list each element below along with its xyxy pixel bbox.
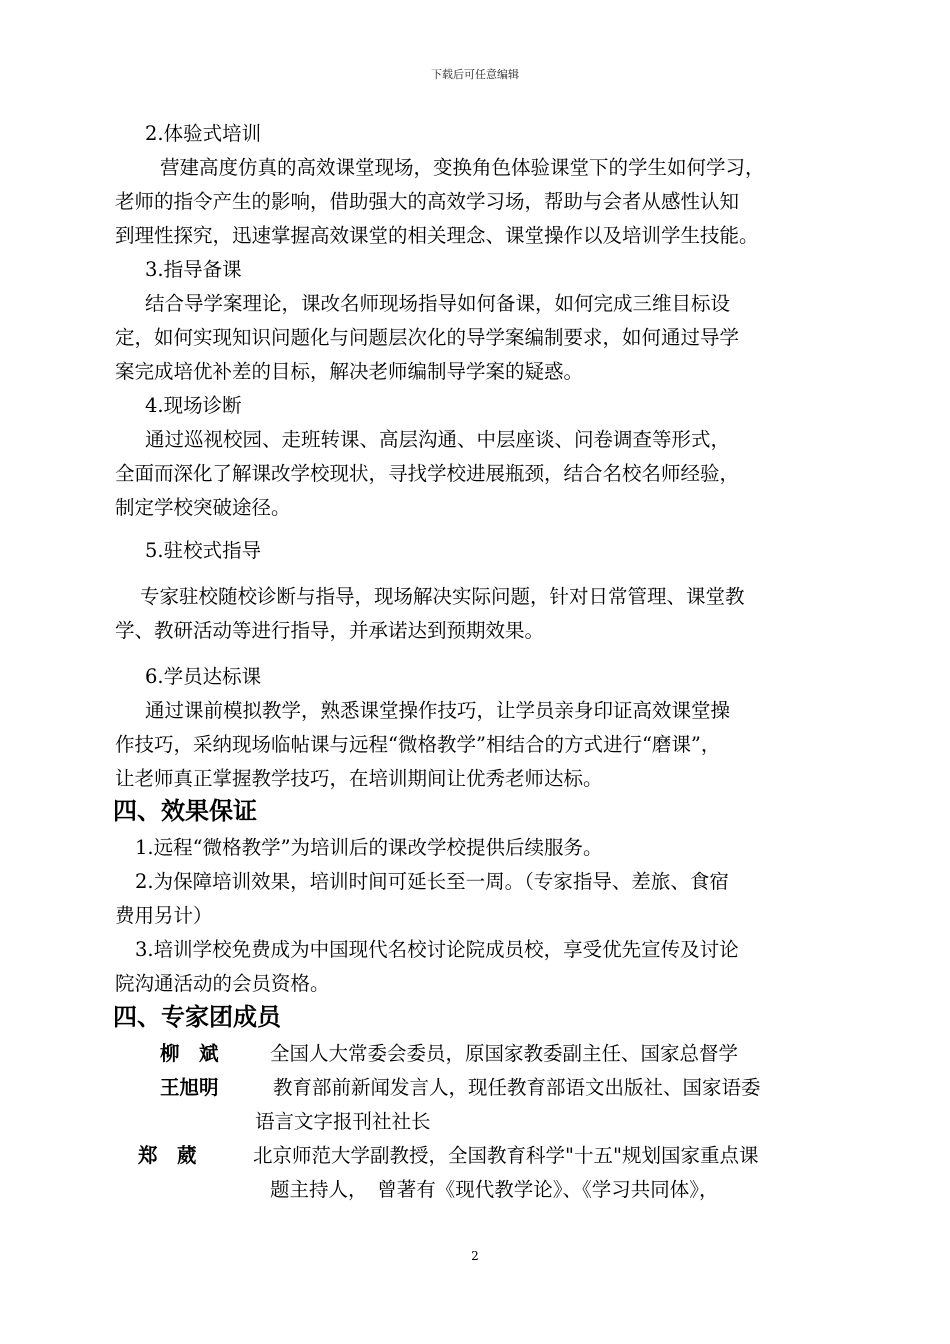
- expert-name: 柳 斌: [160, 1042, 219, 1065]
- section-3-title: 3.指导备课: [145, 258, 242, 281]
- section-6-line: 让老师真正掌握教学技巧，在培训期间让优秀老师达标。: [115, 767, 603, 790]
- section-6-line: 作技巧，采纳现场临帖课与远程“微格教学”相结合的方式进行“磨课”，: [115, 733, 721, 756]
- section-3-line: 案完成培优补差的目标，解决老师编制导学案的疑惑。: [115, 360, 584, 383]
- section-4-line: 全面而深化了解课改学校现状，寻找学校进展瓶颈，结合名校名师经验，: [115, 462, 740, 485]
- guarantee-line: 院沟通活动的会员资格。: [115, 972, 330, 995]
- guarantee-line: 2.为保障培训效果，培训时间可延长至一周。（专家指导、差旅、食宿: [135, 870, 729, 893]
- section-2-line: 老师的指令产生的影响，借助强大的高效学习场，帮助与会者从感性认知: [115, 190, 740, 213]
- expert-bio-line: 题主持人， 曾著有《现代教学论》、《学习共同体》，: [270, 1178, 719, 1201]
- expert-name: 郑 葳: [138, 1144, 197, 1167]
- section-3-line: 结合导学案理论，课改名师现场指导如何备课，如何完成三维目标设: [145, 292, 731, 315]
- guarantee-line: 1.远程“微格教学”为培训后的课改学校提供后续服务。: [135, 836, 603, 859]
- section-6-title: 6.学员达标课: [145, 665, 262, 688]
- section-5-line: 学、教研活动等进行指导，并承诺达到预期效果。: [115, 619, 545, 642]
- section-5-line: 专家驻校随校诊断与指导，现场解决实际问题，针对日常管理、课堂教: [140, 585, 745, 608]
- page-number: 2: [471, 1249, 479, 1263]
- section-6-line: 通过课前模拟教学，熟悉课堂操作技巧，让学员亲身印证高效课堂操: [145, 699, 731, 722]
- section-2-line: 营建高度仿真的高效课堂现场，变换角色体验课堂下的学生如何学习，: [160, 156, 765, 179]
- section-2-title: 2.体验式培训: [145, 122, 262, 145]
- heading-effect-guarantee: 四、效果保证: [113, 797, 257, 825]
- page-header: 下载后可任意编辑: [431, 68, 519, 81]
- expert-bio-line: 全国人大常委会委员，原国家教委副主任、国家总督学: [270, 1042, 739, 1065]
- guarantee-line: 3.培训学校免费成为中国现代名校讨论院成员校，享受优先宣传及讨论: [135, 938, 739, 961]
- expert-bio-line: 北京师范大学副教授，全国教育科学"十五"规划国家重点课: [253, 1144, 759, 1167]
- expert-bio-line: 语言文字报刊社社长: [255, 1110, 431, 1133]
- expert-bio-line: 教育部前新闻发言人，现任教育部语文出版社、国家语委: [273, 1076, 761, 1099]
- guarantee-line: 费用另计）: [115, 904, 213, 927]
- section-5-title: 5.驻校式指导: [145, 539, 262, 562]
- section-2-line: 到理性探究，迅速掌握高效课堂的相关理念、课堂操作以及培训学生技能。: [115, 224, 759, 247]
- section-4-line: 通过巡视校园、走班转课、高层沟通、中层座谈、问卷调查等形式，: [145, 428, 731, 451]
- heading-expert-team: 四、专家团成员: [113, 1003, 281, 1031]
- section-3-line: 定，如何实现知识问题化与问题层次化的导学案编制要求，如何通过导学: [115, 326, 740, 349]
- section-4-title: 4.现场诊断: [145, 394, 242, 417]
- expert-name: 王旭明: [160, 1076, 219, 1099]
- section-4-line: 制定学校突破途径。: [115, 496, 291, 519]
